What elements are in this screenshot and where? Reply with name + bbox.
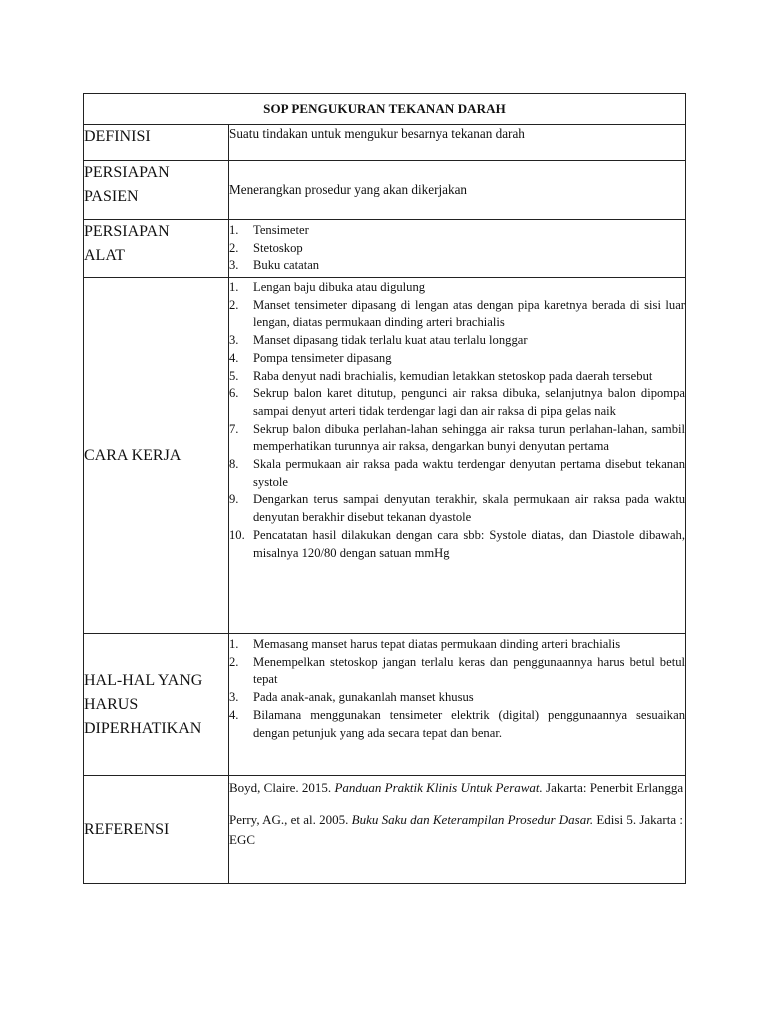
hal-hal-label-line3: DIPERHATIKAN xyxy=(84,719,202,737)
definisi-row xyxy=(84,125,686,161)
cara-kerja-content xyxy=(229,278,686,634)
title-row xyxy=(84,94,686,125)
list-item: 4. Bilamana menggunakan tensimeter elektrik (digital) penggunaannya sesuaikan dengan petunjuk yang ada secara tepat dan benar. xyxy=(229,707,685,740)
list-item: 9. Dengarkan terus sampai denyutan terakhir, skala permukaan air raksa pada waktu denyutan berakhir disebut tekanan dyastole xyxy=(229,492,685,525)
persiapan-alat-content xyxy=(229,220,686,278)
hal-hal-label-line2: HARUS xyxy=(84,695,139,713)
hal-hal-label-line1: HAL-HAL YANG xyxy=(84,671,203,689)
list-item: 2. Manset tensimeter dipasang di lengan atas dengan pipa karetnya berada di sisi luar lengan, diatas permukaan dinding arteri brachialis xyxy=(229,297,685,330)
hal-hal-label xyxy=(84,634,229,776)
document-title: SOP PENGUKURAN TEKANAN DARAH xyxy=(84,94,686,125)
definisi-label: DEFINISI xyxy=(84,125,229,161)
list-item: 3. Manset dipasang tidak terlalu kuat atau terlalu longgar xyxy=(229,333,528,348)
list-item: 3. Buku catatan xyxy=(229,258,320,273)
list-item: 5. Raba denyut nadi brachialis, kemudian letakkan stetoskop pada daerah tersebut xyxy=(229,368,653,383)
list-item: 4. Pompa tensimeter dipasang xyxy=(229,350,392,365)
reference-1-title: Panduan Praktik Klinis Untuk Perawat. xyxy=(334,780,543,795)
definisi-text: Suatu tindakan untuk mengukur besarnya tekanan darah xyxy=(229,125,686,161)
referensi-label: REFERENSI xyxy=(84,776,229,884)
hal-hal-content xyxy=(229,634,686,776)
reference-1: Boyd, Claire. 2015. Panduan Praktik Klinis Untuk Perawat. Jakarta: Penerbit Erlangga xyxy=(229,780,684,795)
list-item: 1. Tensimeter xyxy=(229,223,309,237)
list-item: 2. Menempelkan stetoskop jangan terlalu keras dan penggunaannya harus betul betul tepat xyxy=(229,654,685,687)
persiapan-alat-label-line1: PERSIAPAN xyxy=(84,223,170,240)
hal-hal-row xyxy=(84,634,686,776)
cara-kerja-row xyxy=(84,278,686,634)
list-item: 1. Memasang manset harus tepat diatas permukaan dinding arteri brachialis xyxy=(229,637,621,651)
referensi-row xyxy=(84,776,686,884)
persiapan-pasien-label-line1: PERSIAPAN xyxy=(84,164,170,181)
persiapan-pasien-text: Menerangkan prosedur yang akan dikerjakan xyxy=(229,161,686,220)
persiapan-pasien-row xyxy=(84,161,686,220)
persiapan-alat-list xyxy=(229,222,685,275)
list-item: 6. Sekrup balon karet ditutup, pengunci air raksa dibuka, selanjutnya balon dipompa sampai denyut arteri tidak terdengar lagi dan air raksa di pipa gelas naik xyxy=(229,386,685,418)
list-item: 10. Pencatatan hasil dilakukan dengan cara sbb: Systole diatas, dan Diastole dibawah, misalnya 120/80 dengan satuan mmHg xyxy=(229,527,685,560)
list-item: 8. Skala permukaan air raksa pada waktu terdengar denyutan pertama disebut tekanan systole xyxy=(229,457,685,489)
referensi-content xyxy=(229,776,686,884)
list-item: 1. Lengan baju dibuka atau digulung xyxy=(229,280,426,294)
persiapan-pasien-label xyxy=(84,161,229,220)
persiapan-pasien-label-line2: PASIEN xyxy=(84,188,139,205)
list-item: 7. Sekrup balon dibuka perlahan-lahan sehingga air raksa turun perlahan-lahan, sambil memperhatikan turunnya air raksa, dengarkan bunyi denyutan pertama xyxy=(229,421,685,454)
sop-table xyxy=(83,93,686,884)
reference-2-title: Buku Saku dan Keterampilan Prosedur Dasar. xyxy=(351,812,594,827)
hal-hal-list xyxy=(229,636,685,742)
persiapan-alat-label xyxy=(84,220,229,278)
list-item: 2. Stetoskop xyxy=(229,240,303,255)
list-item: 3. Pada anak-anak, gunakanlah manset khusus xyxy=(229,690,474,705)
cara-kerja-label: CARA KERJA xyxy=(84,278,229,634)
reference-2: Perry, AG., et al. 2005. Buku Saku dan Keterampilan Prosedur Dasar. Edisi 5. Jakarta : EGC xyxy=(229,812,683,847)
cara-kerja-list xyxy=(229,279,685,562)
persiapan-alat-label-line2: ALAT xyxy=(84,247,125,264)
persiapan-alat-row xyxy=(84,220,686,278)
